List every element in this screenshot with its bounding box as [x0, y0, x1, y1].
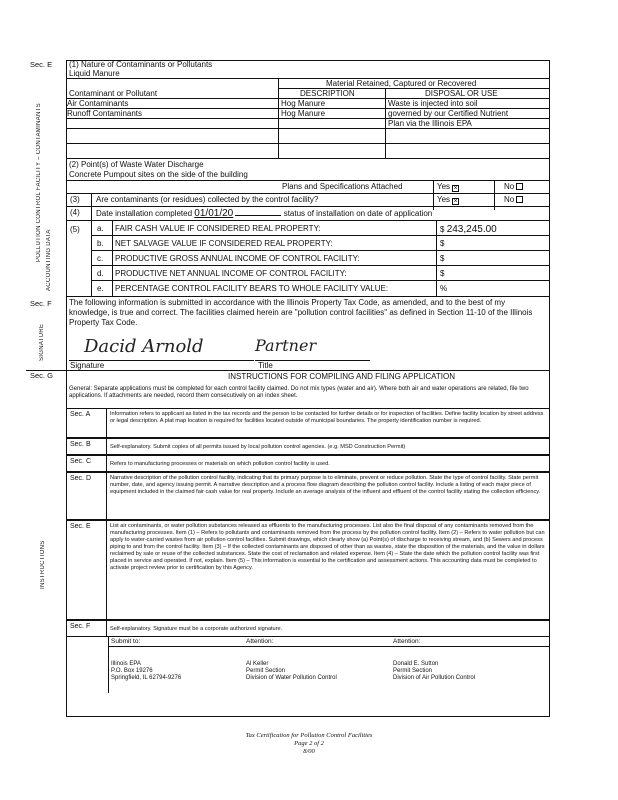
q4-date: 01/01/20: [194, 208, 234, 219]
item-letter: e.: [97, 284, 104, 293]
item-letter: b.: [97, 239, 104, 248]
footer-date: 8/00: [303, 748, 315, 755]
row-disposal: Waste is injected into soil: [388, 99, 478, 108]
instruction-text: Information refers to applicant as listed in the tax records and the person to be contacted for further details or for inspection of facilities. Define facility location by street address or legal description. A plat map location is required for facilities located outside of municipal boundaries. The property identification number is required.: [110, 411, 544, 424]
instruction-label: Sec. A: [67, 409, 107, 437]
col-disposal: DISPOSAL OR USE: [425, 89, 498, 98]
item-value: $: [440, 239, 445, 248]
q4-status: status of installation on date of application: [283, 209, 433, 218]
item-text: PRODUCTIVE GROSS ANNUAL INCOME OF CONTROL FACILITY:: [115, 254, 360, 263]
instruction-label: Sec. D: [67, 473, 107, 519]
address-line: Donald E. Sutton: [393, 661, 439, 667]
item-amount: 243,245.00: [446, 224, 497, 235]
sec-e-label: Sec. E: [30, 60, 53, 69]
no-label: No: [504, 182, 515, 191]
instruction-label: Sec. C: [67, 456, 107, 471]
address-line: P.O. Box 19276: [111, 668, 153, 674]
q3-num: (3): [70, 195, 80, 204]
q3-no-checkbox[interactable]: [516, 196, 523, 203]
signature-image: Dacid Arnold: [84, 336, 204, 357]
sec-g-side-label: INSTRUCTIONS: [40, 540, 46, 590]
instruction-label: Sec. B: [67, 439, 107, 454]
address-line: Springfield, IL 62794-9276: [111, 675, 182, 681]
item-value: $: [440, 254, 445, 263]
instruction-text: Self-explanatory. Signature must be a corporate authorized signature.: [110, 626, 283, 632]
instruction-row: [66, 520, 550, 620]
sec-g-label: Sec. G: [30, 371, 53, 380]
item-letter: c.: [97, 254, 104, 263]
attention-label: Attention:: [393, 638, 421, 645]
q3-text: Are contaminants (or residues) collected by the control facility?: [96, 195, 319, 204]
discharge-value: Concrete Pumpout sites on the side of the building: [69, 170, 248, 179]
item-value: %: [440, 284, 448, 293]
title-signature-image: Partner: [255, 336, 317, 355]
yes-label: Yes: [437, 182, 451, 191]
plans-label: Plans and Specifications Attached: [282, 182, 403, 191]
row-contaminant: Air Contaminants: [67, 99, 129, 108]
signature-label: Signature: [70, 361, 105, 370]
sec-e-side-label: POLLUTION CONTROL FACILITY – CONTAMINANTS: [36, 103, 42, 262]
sec-f-statement: The following information is submitted in accordance with the Illinois Property Tax Code, as amended, and to the best of my knowledge, is true and correct. The facilities claimed herein are "pollution control facilities" as defined in Section 11-10 of the Illinois Property Tax Code.: [69, 298, 533, 327]
address-line: Illinois EPA: [111, 661, 141, 667]
q3-yes-checkbox[interactable]: [452, 198, 459, 205]
col-contaminant: Contaminant or Pollutant: [69, 89, 158, 98]
sec-g-heading: INSTRUCTIONS FOR COMPILING AND FILING APPLICATION: [228, 372, 455, 381]
nature-value: Liquid Manure: [69, 69, 120, 78]
instruction-row: [66, 438, 550, 455]
instruction-row: [66, 455, 550, 472]
sec-g-general: General: Separate applications must be completed for each control facility claimed. Do not mix types (water and air). Where both air and water operations are related, file two applications. If attachments are needed, record them consecutively on an index sheet.: [69, 386, 529, 399]
plans-no-checkbox[interactable]: [516, 183, 523, 190]
q5-num: (5): [70, 225, 80, 234]
instruction-text: Refers to manufacturing processes or materials on which pollution control facility is used.: [110, 461, 330, 467]
discharge-heading: (2) Point(s) of Waste Water Discharge: [69, 160, 204, 169]
q4-text: Date installation completed: [96, 209, 193, 218]
item-value: $: [440, 269, 445, 278]
footer-page: Page 2 of 2: [294, 740, 324, 747]
row-contaminant: Runoff Contaminants: [67, 109, 143, 118]
row-disposal: Plan via the Illinois EPA: [388, 119, 472, 128]
submit-label: Submit to:: [111, 638, 141, 645]
footer-title: Tax Certification for Pollution Control Facilities: [245, 732, 373, 739]
item-text: PERCENTAGE CONTROL FACILITY BEARS TO WHOLE FACILITY VALUE:: [115, 284, 389, 293]
item-value: $: [440, 225, 445, 234]
instruction-label: Sec. F: [67, 621, 107, 636]
q4-num: (4): [70, 208, 80, 217]
instruction-row: [66, 620, 550, 637]
title-label: Title: [258, 361, 273, 370]
instruction-text: Narrative description of the pollution control facility, indicating that its primary purpose is to eliminate, prevent or reduce pollution. State the type of control facility. State permit number, date, and agency issuing permit. A narrative description and a process flow diagram describing the pollution control facility. Include a listing of each major piece of equipment included in the claimed fair cash value for real property. Include an average analysis of the influent and effluent of the control facility stating the collection efficiency.: [110, 475, 541, 495]
address-line: Division of Water Pollution Control: [246, 675, 337, 681]
accounting-side-label: ACCOUNTING DATA: [46, 229, 52, 291]
yes-label: Yes: [437, 195, 451, 204]
address-line: Division of Air Pollution Control: [393, 675, 476, 681]
item-text: FAIR CASH VALUE IF CONSIDERED REAL PROPERTY:: [115, 224, 321, 233]
item-text: NET SALVAGE VALUE IF CONSIDERED REAL PROPERTY:: [115, 239, 333, 248]
sec-f-side-label: SIGNATURE: [39, 323, 45, 361]
row-disposal: governed by our Certified Nutrient: [388, 109, 509, 118]
instruction-text: List air contaminants, or water pollution substances released as effluents to the manufacturing processes. List also the final disposal of any contaminants removed from the manufacturing processes. Item (1) – Refers to pollutants and contaminants removed from the process by the pollution control facility. Item (2) – Refers to water pollution but can apply to water-carried wastes from air pollution control facilities. Submit drawings, which clearly show (a) Point(s) of discharge to receiving stream, and (b) Sewers and process piping to and from the control facility. Item (3) – If the collected contaminants are disposed of other than as wastes, state the disposition of the materials, and the value in dollars reclaimed by sale or reuse of the collected substances. State the cost of reclamation and related expense. Item (4) – State the date which the pollution control facility was first placed in service and operated. If not, explain. Item (5) – This information is essential to the certification and assessment actions. This accounting data must be completed to activate project review prior to certification by this Agency.: [110, 523, 545, 571]
col-description: DESCRIPTION: [300, 89, 355, 98]
address-line: Al Keller: [246, 661, 269, 667]
address-line: Permit Section: [246, 668, 286, 674]
row-description: Hog Manure: [281, 109, 326, 118]
attention-label: Attention:: [246, 638, 274, 645]
material-heading: Material Retained, Captured or Recovered: [326, 79, 477, 88]
row-description: Hog Manure: [281, 99, 326, 108]
item-letter: a.: [97, 224, 104, 233]
instruction-row: [66, 408, 550, 438]
instruction-row: [66, 472, 550, 520]
item-text: PRODUCTIVE NET ANNUAL INCOME OF CONTROL FACILITY:: [115, 269, 347, 278]
sec-f-label: Sec. F: [30, 299, 52, 308]
instruction-text: Self-explanatory. Submit copies of all permits issued by local pollution control agencies. (e.g. MSD Construction Permit): [110, 444, 406, 450]
nature-heading: (1) Nature of Contaminants or Pollutants: [69, 60, 213, 69]
instruction-label: Sec. E: [67, 521, 107, 619]
item-letter: d.: [97, 269, 104, 278]
address-line: Permit Section: [393, 668, 433, 674]
no-label: No: [504, 195, 515, 204]
plans-yes-checkbox[interactable]: [452, 185, 459, 192]
